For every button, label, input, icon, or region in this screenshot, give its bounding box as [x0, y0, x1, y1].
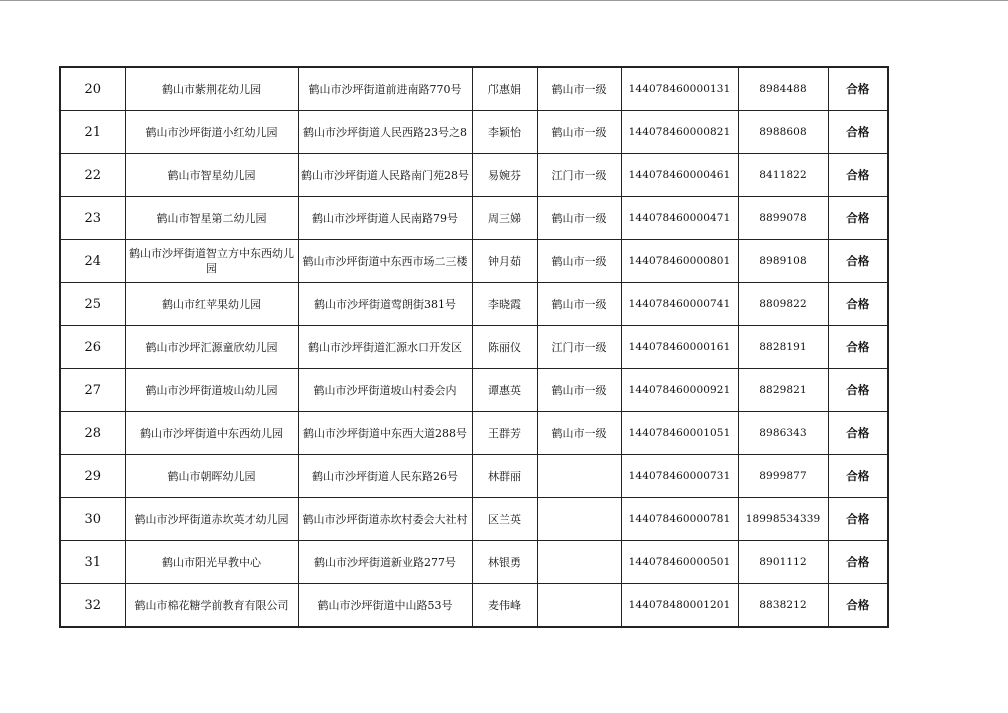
grade-cell: 鹤山市一级 — [537, 412, 621, 455]
principal-cell: 王群芳 — [472, 412, 537, 455]
row-number-cell: 21 — [60, 111, 125, 154]
kindergarten-name-cell: 鹤山市棉花糖学前教育有限公司 — [125, 584, 298, 628]
kindergarten-name-cell: 鹤山市沙坪街道智立方中东西幼儿园 — [125, 240, 298, 283]
table-row — [60, 283, 888, 326]
principal-cell: 周三娣 — [472, 197, 537, 240]
principal-cell: 林群丽 — [472, 455, 537, 498]
table-row — [60, 67, 888, 111]
phone-cell: 8988608 — [738, 111, 828, 154]
license-number-cell: 144078460000821 — [621, 111, 738, 154]
table-row — [60, 240, 888, 283]
principal-cell: 李颖怡 — [472, 111, 537, 154]
phone-cell: 8986343 — [738, 412, 828, 455]
inspection-result-cell: 合格 — [828, 240, 888, 283]
row-number-cell: 27 — [60, 369, 125, 412]
license-number-cell: 144078480001201 — [621, 584, 738, 628]
inspection-result-cell: 合格 — [828, 369, 888, 412]
table-row — [60, 498, 888, 541]
inspection-result-cell: 合格 — [828, 584, 888, 628]
grade-cell: 鹤山市一级 — [537, 197, 621, 240]
table-row — [60, 541, 888, 584]
kindergarten-table-container — [59, 66, 889, 628]
kindergarten-inspection-table — [59, 66, 889, 628]
phone-cell: 8411822 — [738, 154, 828, 197]
grade-cell: 鹤山市一级 — [537, 111, 621, 154]
row-number-cell: 30 — [60, 498, 125, 541]
table-body — [60, 67, 888, 627]
address-cell: 鹤山市沙坪街道莺朗街381号 — [298, 283, 472, 326]
phone-cell: 8829821 — [738, 369, 828, 412]
phone-cell: 8809822 — [738, 283, 828, 326]
inspection-result-cell: 合格 — [828, 197, 888, 240]
table-row — [60, 154, 888, 197]
table-row — [60, 584, 888, 628]
license-number-cell: 144078460000501 — [621, 541, 738, 584]
grade-cell: 鹤山市一级 — [537, 369, 621, 412]
inspection-result-cell: 合格 — [828, 412, 888, 455]
kindergarten-name-cell: 鹤山市智星第二幼儿园 — [125, 197, 298, 240]
table-row — [60, 369, 888, 412]
license-number-cell: 144078460000921 — [621, 369, 738, 412]
row-number-cell: 22 — [60, 154, 125, 197]
row-number-cell: 23 — [60, 197, 125, 240]
principal-cell: 林银勇 — [472, 541, 537, 584]
page-top-rule — [0, 0, 1008, 1]
principal-cell: 麦伟峰 — [472, 584, 537, 628]
principal-cell: 陈丽仪 — [472, 326, 537, 369]
principal-cell: 邝惠娟 — [472, 67, 537, 111]
kindergarten-name-cell: 鹤山市朝晖幼儿园 — [125, 455, 298, 498]
address-cell: 鹤山市沙坪街道中东西市场二三楼 — [298, 240, 472, 283]
grade-cell — [537, 541, 621, 584]
address-cell: 鹤山市沙坪街道人民西路23号之8 — [298, 111, 472, 154]
table-row — [60, 455, 888, 498]
license-number-cell: 144078460000781 — [621, 498, 738, 541]
address-cell: 鹤山市沙坪街道人民路南门苑28号 — [298, 154, 472, 197]
phone-cell: 8989108 — [738, 240, 828, 283]
grade-cell: 鹤山市一级 — [537, 240, 621, 283]
grade-cell — [537, 584, 621, 628]
address-cell: 鹤山市沙坪街道人民东路26号 — [298, 455, 472, 498]
license-number-cell: 144078460001051 — [621, 412, 738, 455]
address-cell: 鹤山市沙坪街道中东西大道288号 — [298, 412, 472, 455]
address-cell: 鹤山市沙坪街道汇源水口开发区 — [298, 326, 472, 369]
kindergarten-name-cell: 鹤山市红苹果幼儿园 — [125, 283, 298, 326]
principal-cell: 李晓霞 — [472, 283, 537, 326]
table-row — [60, 197, 888, 240]
license-number-cell: 144078460000731 — [621, 455, 738, 498]
inspection-result-cell: 合格 — [828, 498, 888, 541]
principal-cell: 谭惠英 — [472, 369, 537, 412]
grade-cell — [537, 498, 621, 541]
license-number-cell: 144078460000131 — [621, 67, 738, 111]
inspection-result-cell: 合格 — [828, 111, 888, 154]
address-cell: 鹤山市沙坪街道坡山村委会内 — [298, 369, 472, 412]
kindergarten-name-cell: 鹤山市沙坪汇源童欣幼儿园 — [125, 326, 298, 369]
kindergarten-name-cell: 鹤山市智星幼儿园 — [125, 154, 298, 197]
license-number-cell: 144078460000801 — [621, 240, 738, 283]
principal-cell: 区兰英 — [472, 498, 537, 541]
kindergarten-name-cell: 鹤山市沙坪街道小红幼儿园 — [125, 111, 298, 154]
license-number-cell: 144078460000741 — [621, 283, 738, 326]
address-cell: 鹤山市沙坪街道前进南路770号 — [298, 67, 472, 111]
row-number-cell: 24 — [60, 240, 125, 283]
license-number-cell: 144078460000461 — [621, 154, 738, 197]
grade-cell: 鹤山市一级 — [537, 283, 621, 326]
table-row — [60, 412, 888, 455]
table-row — [60, 326, 888, 369]
kindergarten-name-cell: 鹤山市沙坪街道中东西幼儿园 — [125, 412, 298, 455]
kindergarten-name-cell: 鹤山市阳光早教中心 — [125, 541, 298, 584]
phone-cell: 8828191 — [738, 326, 828, 369]
kindergarten-name-cell: 鹤山市沙坪街道赤坎英才幼儿园 — [125, 498, 298, 541]
inspection-result-cell: 合格 — [828, 154, 888, 197]
phone-cell: 18998534339 — [738, 498, 828, 541]
grade-cell — [537, 455, 621, 498]
address-cell: 鹤山市沙坪街道人民南路79号 — [298, 197, 472, 240]
address-cell: 鹤山市沙坪街道赤坎村委会大社村 — [298, 498, 472, 541]
phone-cell: 8838212 — [738, 584, 828, 628]
phone-cell: 8901112 — [738, 541, 828, 584]
table-row — [60, 111, 888, 154]
license-number-cell: 144078460000471 — [621, 197, 738, 240]
phone-cell: 8984488 — [738, 67, 828, 111]
grade-cell: 鹤山市一级 — [537, 67, 621, 111]
principal-cell: 易婉芬 — [472, 154, 537, 197]
kindergarten-name-cell: 鹤山市紫荆花幼儿园 — [125, 67, 298, 111]
row-number-cell: 26 — [60, 326, 125, 369]
grade-cell: 江门市一级 — [537, 154, 621, 197]
principal-cell: 钟月茹 — [472, 240, 537, 283]
row-number-cell: 25 — [60, 283, 125, 326]
row-number-cell: 31 — [60, 541, 125, 584]
row-number-cell: 20 — [60, 67, 125, 111]
inspection-result-cell: 合格 — [828, 283, 888, 326]
address-cell: 鹤山市沙坪街道新业路277号 — [298, 541, 472, 584]
inspection-result-cell: 合格 — [828, 326, 888, 369]
kindergarten-name-cell: 鹤山市沙坪街道坡山幼儿园 — [125, 369, 298, 412]
row-number-cell: 32 — [60, 584, 125, 628]
inspection-result-cell: 合格 — [828, 455, 888, 498]
row-number-cell: 29 — [60, 455, 125, 498]
address-cell: 鹤山市沙坪街道中山路53号 — [298, 584, 472, 628]
phone-cell: 8899078 — [738, 197, 828, 240]
inspection-result-cell: 合格 — [828, 67, 888, 111]
license-number-cell: 144078460000161 — [621, 326, 738, 369]
inspection-result-cell: 合格 — [828, 541, 888, 584]
phone-cell: 8999877 — [738, 455, 828, 498]
grade-cell: 江门市一级 — [537, 326, 621, 369]
row-number-cell: 28 — [60, 412, 125, 455]
